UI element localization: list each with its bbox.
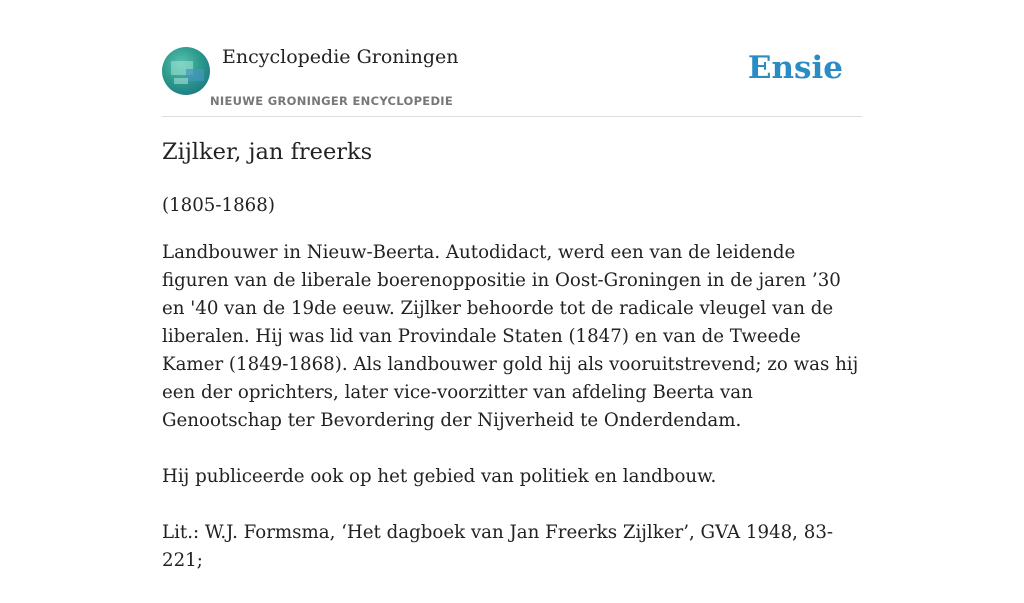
article-body [162,192,862,603]
article-paragraph: Hij publiceerde ook op het gebied van politiek en landbouw. [162,466,717,487]
article-title: Zijlker, jan freerks [162,139,373,165]
site-subtitle: NIEUWE GRONINGER ENCYCLOPEDIE [210,94,454,108]
site-title-link[interactable]: Encyclopedie Groningen [222,46,459,68]
article-literature: Lit.: W.J. Formsma, ‘Het dagboek van Jan Freerks Zijlker’, GVA 1948, 83-221; [162,522,834,571]
site-header [162,45,862,117]
article-dates: (1805-1868) [162,195,275,216]
encyclopedie-groningen-logo[interactable] [162,47,210,95]
ensie-brand-link[interactable]: Ensie [747,50,843,86]
article-paragraph: Landbouwer in Nieuw-Beerta. Autodidact, werd een van de leidende figuren van de liberale boerenoppositie in Oost-Groningen in de jaren ’30 en '40 van de 19de eeuw. Zijlker behoorde tot de radicale vleugel van de liberalen. Hij was lid van Provindale Staten (1847) en van de Tweede Kamer (1849-1868). Als landbouwer gold hij als vooruitstrevend; zo was hij een der oprichters, later vice-voorzitter van afdeling Beerta van Genootschap ter Bevordering der Nijverheid te Onderdendam. [162,242,859,431]
logo-decoration [186,69,204,81]
logo-decoration [174,78,188,84]
